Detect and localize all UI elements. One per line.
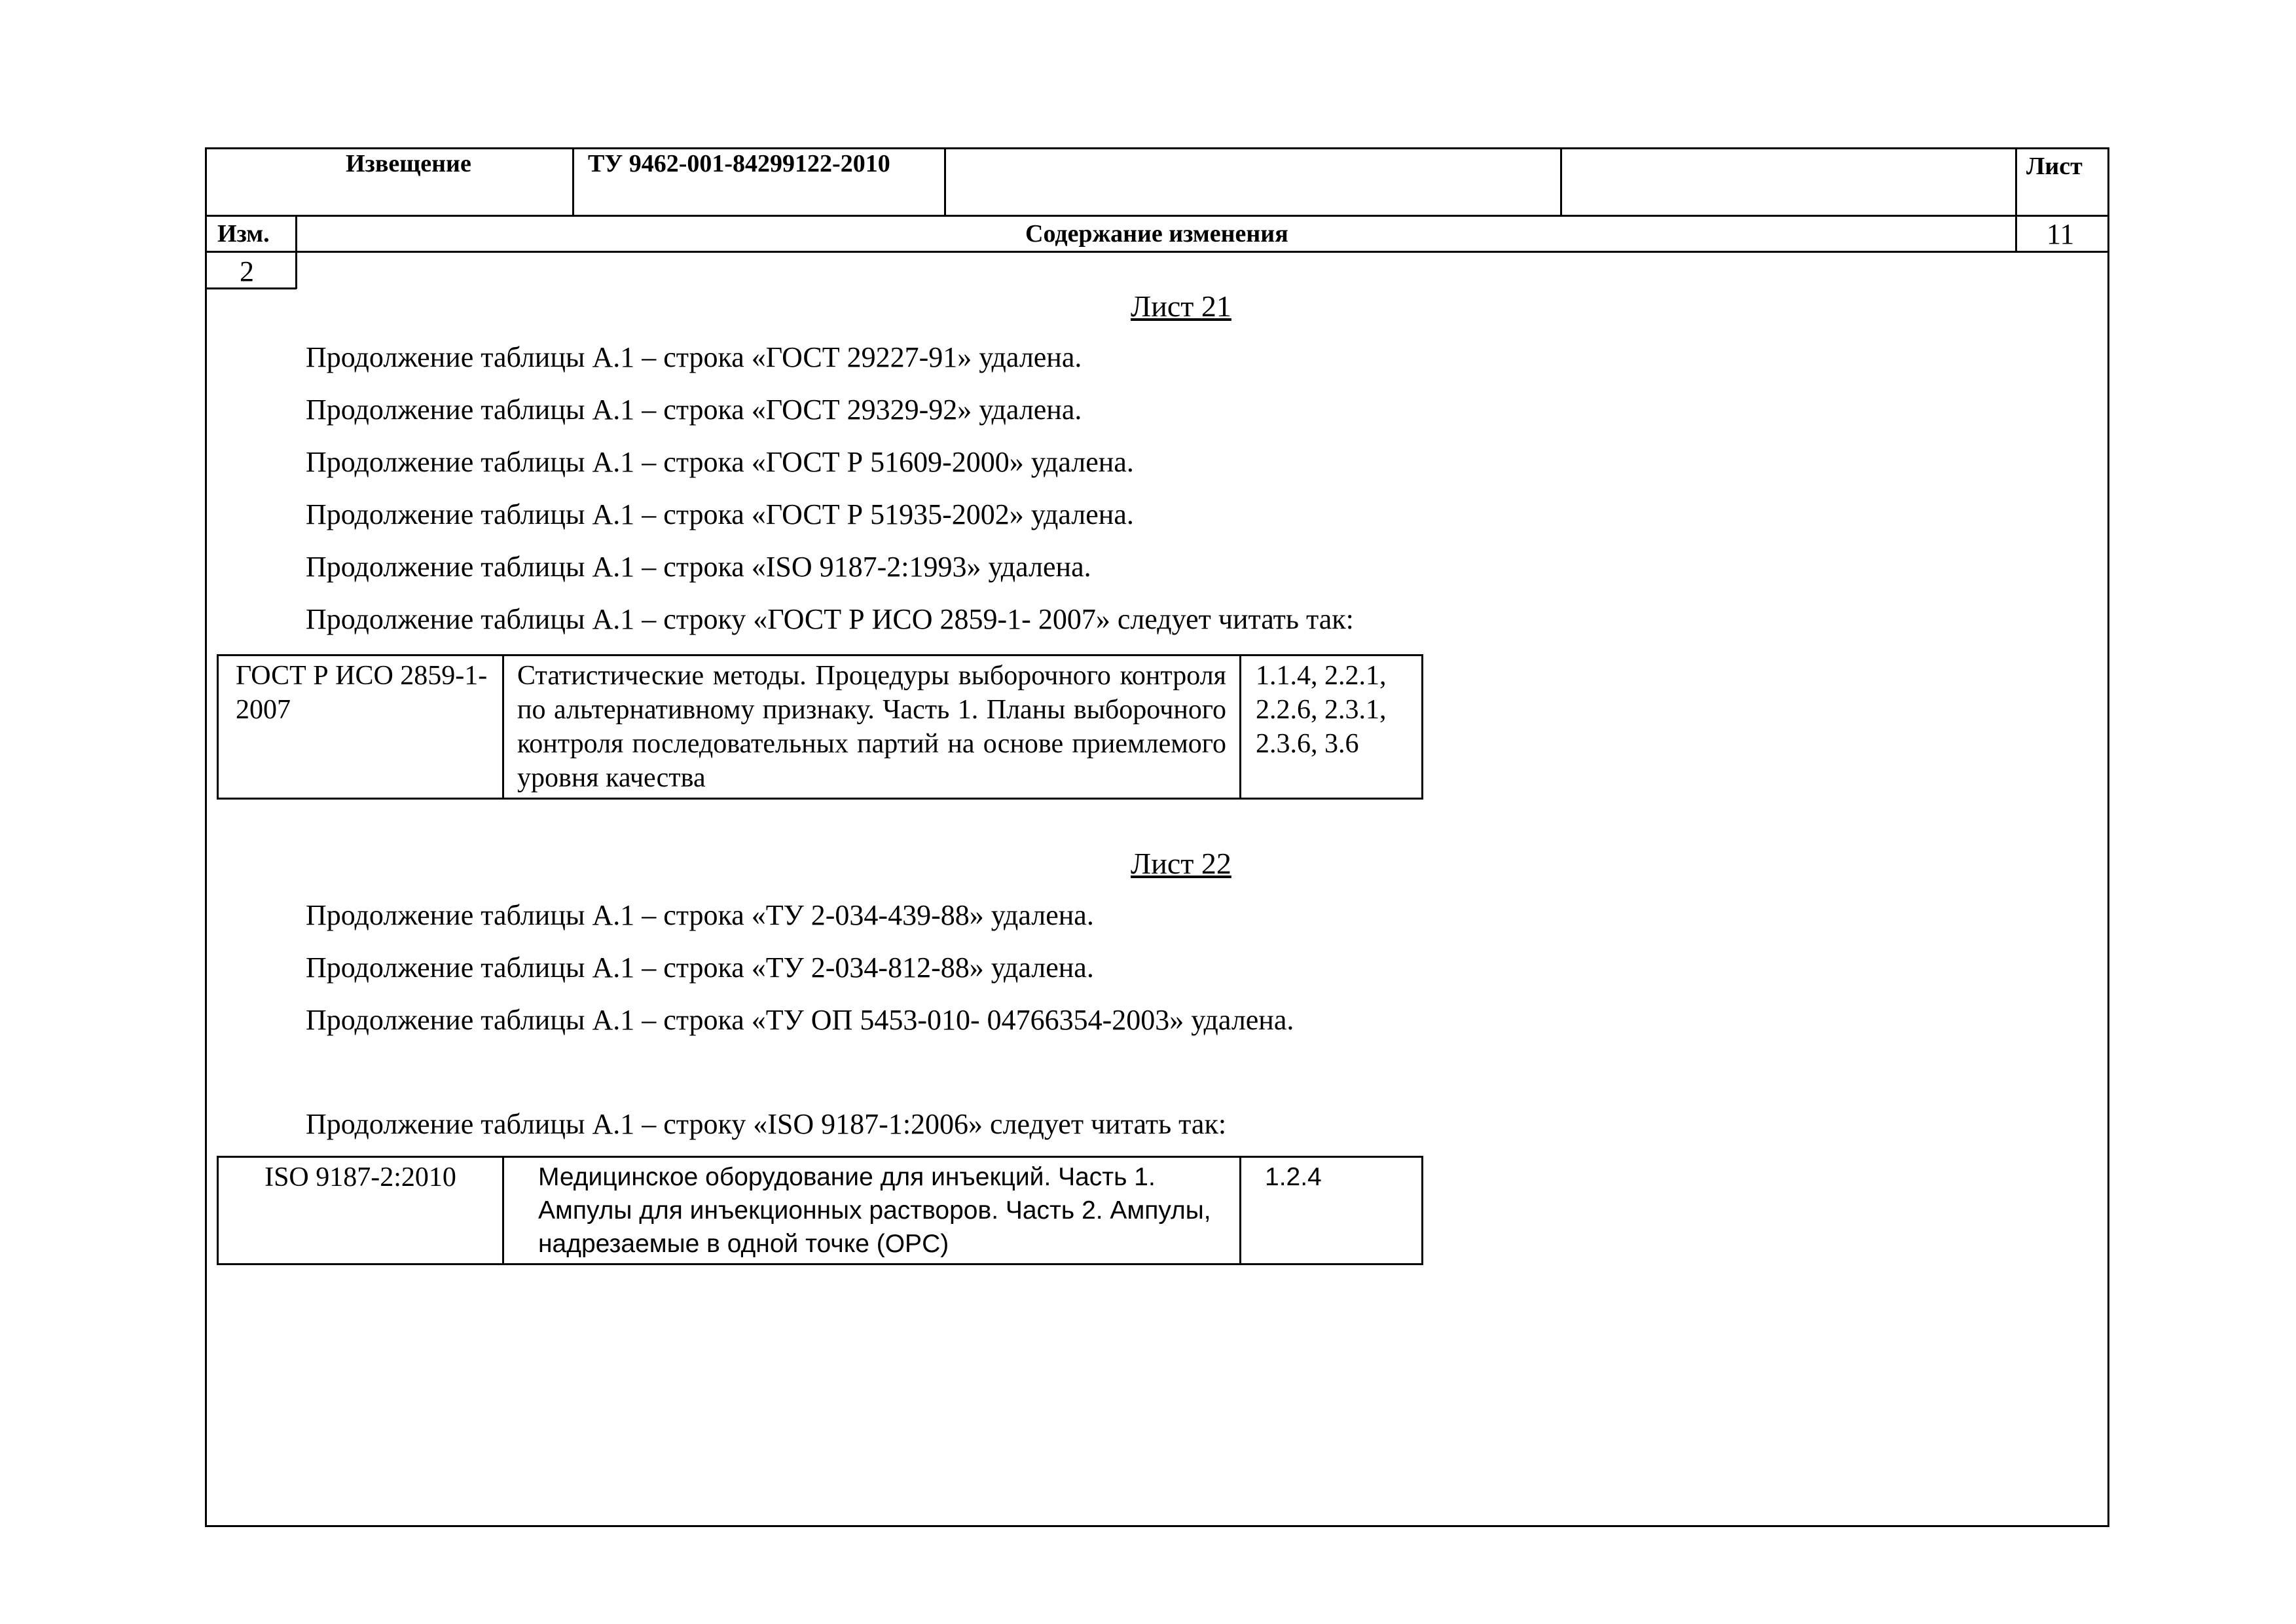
sheet-21-table	[217, 654, 1423, 800]
sheet-number: 11	[2047, 218, 2075, 250]
change-label: Изм.	[217, 220, 270, 248]
header-col-4	[2015, 147, 2017, 251]
table-row	[218, 1157, 1423, 1264]
header-col-2	[944, 147, 946, 215]
clauses-cell: 1.2.4	[1241, 1157, 1423, 1264]
standard-designation-cell: ГОСТ Р ИСО 2859-1- 2007	[218, 655, 503, 799]
header-col-3	[1560, 147, 1562, 215]
sheet-22-title: Лист 22	[1131, 847, 1231, 880]
sheet-label: Лист	[2026, 153, 2083, 180]
content-label: Содержание изменения	[1025, 220, 1288, 248]
sheet-22-line-2: Продолжение таблицы А.1 – строка «ТУ 2-034-812-88» удалена.	[306, 951, 1094, 984]
header-divider-1	[205, 215, 2109, 217]
doc-code: ТУ 9462-001-84299122-2010	[588, 150, 890, 177]
table-row	[218, 655, 1423, 799]
clauses-cell: 1.1.4, 2.2.1, 2.2.6, 2.3.1, 2.3.6, 3.6	[1241, 655, 1423, 799]
sheet-21-line-2: Продолжение таблицы А.1 – строка «ГОСТ 29329-92» удалена.	[306, 394, 1082, 426]
header-divider-2	[205, 251, 2109, 253]
sheet-22-line-3: Продолжение таблицы А.1 – строка «ТУ ОП 5453-010- 04766354-2003» удалена.	[306, 1004, 1294, 1036]
notice-label: Извещение	[346, 150, 471, 177]
sheet-21-title: Лист 21	[1131, 289, 1231, 323]
header-col-1	[572, 147, 574, 215]
sheet-21-line-5: Продолжение таблицы А.1 – строка «ISO 9187-2:1993» удалена.	[306, 551, 1091, 583]
standard-title-cell: Медицинское оборудование для инъекций. Часть 1. Ампулы для инъекционных растворов. Часть 2. Ампулы, надрезаемые в одной точке (OPC)	[503, 1157, 1241, 1264]
sheet-21-line-4: Продолжение таблицы А.1 – строка «ГОСТ Р 51935-2002» удалена.	[306, 498, 1134, 530]
standard-designation-cell: ISO 9187-2:2010	[218, 1157, 503, 1264]
sheet-22-line-4: Продолжение таблицы А.1 – строку «ISO 9187-1:2006» следует читать так:	[306, 1108, 1227, 1140]
sheet-22-table	[217, 1156, 1423, 1265]
sheet-21-line-3: Продолжение таблицы А.1 – строка «ГОСТ Р 51609-2000» удалена.	[306, 446, 1134, 478]
standard-title-cell: Статистические методы. Процедуры выборочного контроля по альтернативному признаку. Часть 1. Планы выборочного контроля последовательных партий на основе приемлемого уровня качества	[503, 655, 1241, 799]
sheet-22-line-1: Продолжение таблицы А.1 – строка «ТУ 2-034-439-88» удалена.	[306, 899, 1094, 931]
sheet-21-line-1: Продолжение таблицы А.1 – строка «ГОСТ 29227-91» удалена.	[306, 341, 1082, 373]
sheet-21-line-6: Продолжение таблицы А.1 – строку «ГОСТ Р ИСО 2859-1- 2007» следует читать так:	[306, 603, 1354, 635]
change-number: 2	[240, 255, 254, 287]
change-col	[295, 215, 297, 289]
